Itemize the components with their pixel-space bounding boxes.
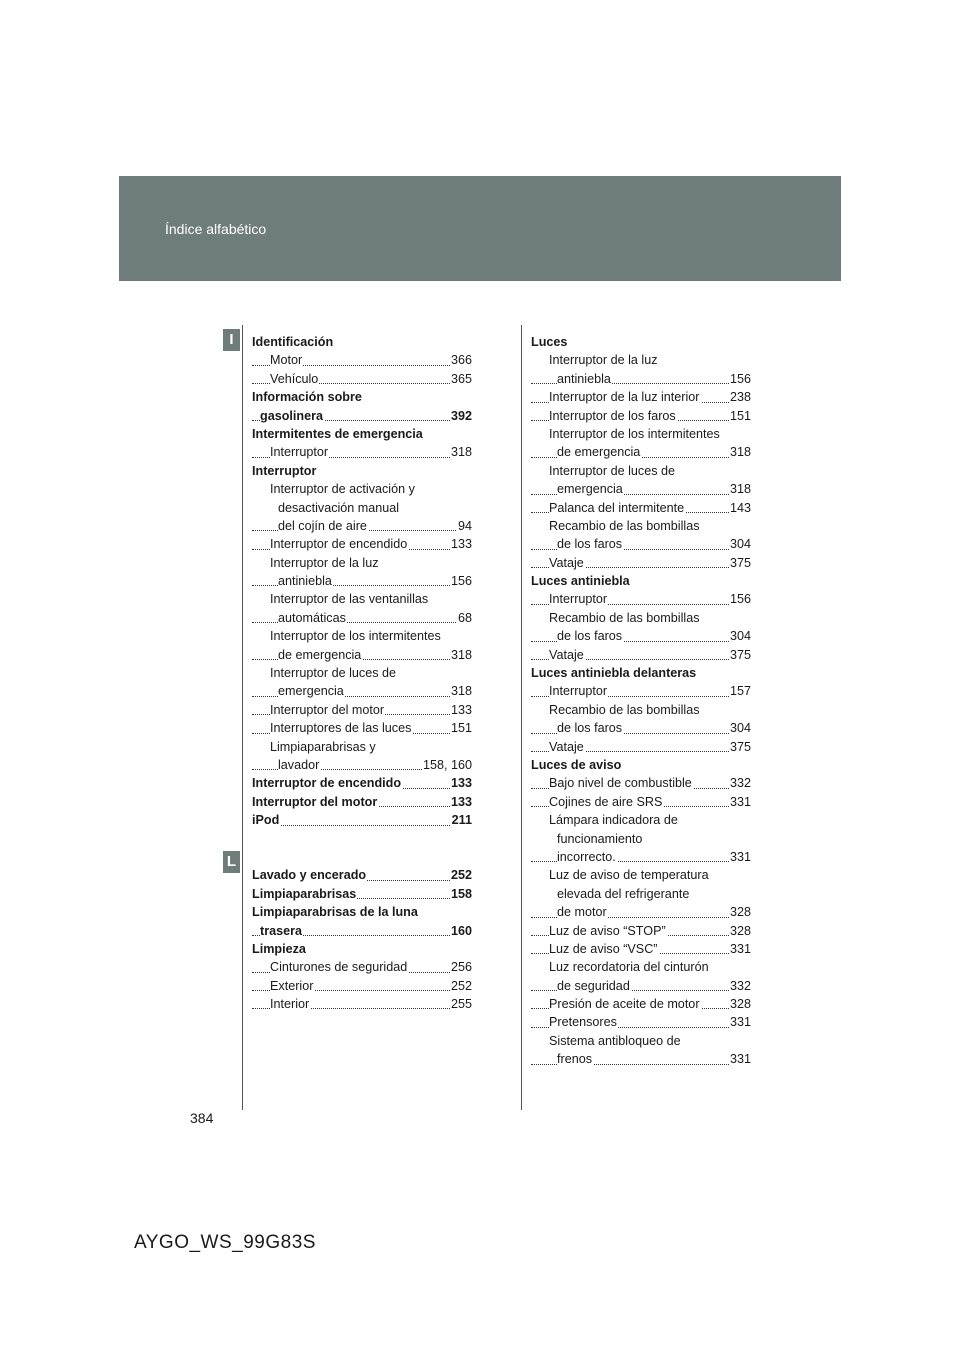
index-page-ref: 304 (729, 535, 751, 553)
index-term: Interruptor de los intermitentes (549, 426, 720, 441)
index-page-ref: 211 (451, 811, 472, 829)
index-heading (252, 885, 472, 903)
index-page-ref: 365 (450, 370, 472, 388)
index-term: de los faros (557, 537, 623, 552)
index-entry (252, 443, 472, 461)
index-page-ref: 133 (450, 774, 472, 792)
index-heading (252, 774, 472, 792)
index-term: Información sobre (252, 390, 362, 405)
index-term: Recambio de las bombillas (549, 610, 700, 625)
index-entry (531, 719, 751, 737)
index-entry (531, 388, 751, 406)
index-entry (252, 554, 472, 572)
index-entry (252, 480, 472, 498)
index-heading (252, 811, 472, 829)
index-entry (252, 756, 472, 774)
index-term: frenos (557, 1052, 593, 1067)
index-term: Interruptor (549, 592, 608, 607)
index-term: Identificación (252, 335, 334, 349)
index-page-ref: 328 (729, 903, 751, 921)
index-term: Luz de aviso “VSC” (549, 941, 658, 956)
index-entry (531, 793, 751, 811)
index-term: Interruptor de los intermitentes (270, 629, 441, 644)
index-heading (252, 333, 472, 351)
index-page-ref: 331 (729, 848, 751, 866)
index-entry (531, 370, 751, 388)
index-term: Limpiaparabrisas de la luna (252, 905, 418, 920)
index-term: Luz recordatoria del cinturón (549, 960, 709, 975)
index-page-ref: 94 (457, 517, 472, 535)
index-entry (531, 940, 751, 958)
index-heading (531, 756, 751, 774)
index-entry (531, 351, 751, 369)
index-entry (531, 517, 751, 535)
index-entry (531, 627, 751, 645)
index-page-ref: 133 (450, 535, 472, 553)
index-page-ref: 304 (729, 627, 751, 645)
index-entry (252, 627, 472, 645)
index-entry (252, 535, 472, 553)
index-entry (531, 811, 751, 829)
index-page-ref: 331 (729, 1013, 751, 1031)
index-term: Pretensores (549, 1015, 617, 1030)
index-term: Vehículo (270, 371, 319, 386)
column-divider-left (242, 325, 243, 1110)
index-term: antiniebla (557, 371, 611, 386)
index-term: Recambio de las bombillas (549, 702, 700, 717)
index-page-ref: 158, 160 (422, 756, 472, 774)
index-term: Cinturones de seguridad (270, 960, 408, 975)
index-term: de motor (557, 905, 607, 920)
column-divider-right (521, 325, 522, 1110)
index-page-ref: 156 (729, 590, 751, 608)
index-page-ref: 318 (729, 480, 751, 498)
index-page-ref: 68 (457, 609, 472, 627)
index-entry (531, 480, 751, 498)
index-entry (252, 370, 472, 388)
index-page-ref: 255 (450, 995, 472, 1013)
index-entry (531, 443, 751, 461)
index-term: de emergencia (278, 647, 362, 662)
index-spacer (252, 848, 472, 866)
index-term: Interruptor de encendido (270, 537, 408, 552)
index-page-ref: 331 (729, 1050, 751, 1068)
index-page-ref: 133 (450, 701, 472, 719)
index-term: Limpieza (252, 941, 306, 956)
index-entry (531, 885, 751, 903)
index-term: antiniebla (278, 574, 332, 589)
index-heading (531, 333, 751, 351)
index-heading (531, 664, 751, 682)
index-term: Lámpara indicadora de (549, 813, 678, 828)
index-page-ref: 328 (729, 995, 751, 1013)
index-term: Interruptor de encendido (252, 776, 402, 791)
index-entry (531, 407, 751, 425)
index-term: de seguridad (557, 978, 630, 993)
index-term: Interruptor del motor (270, 702, 385, 717)
index-term: Luces antiniebla (531, 574, 630, 589)
index-page-ref: 151 (729, 407, 751, 425)
index-term: Palanca del intermitente (549, 500, 685, 515)
index-term: Interruptor del motor (252, 794, 378, 809)
index-term: gasolinera (260, 408, 323, 423)
index-term: Luz de aviso de temperatura (549, 868, 709, 883)
index-term: de los faros (557, 721, 623, 736)
index-term: Interruptor de los faros (549, 408, 676, 423)
index-entry (531, 866, 751, 884)
index-entry (531, 590, 751, 608)
index-term: Luces antiniebla delanteras (531, 666, 697, 681)
index-entry (252, 738, 472, 756)
index-term: Bajo nivel de combustible (549, 776, 692, 791)
index-term: Interruptor (252, 463, 317, 478)
index-entry (531, 1050, 751, 1068)
index-entry (252, 351, 472, 369)
index-term: Interruptores de las luces (270, 721, 412, 736)
index-entry (531, 774, 751, 792)
index-term: Presión de aceite de motor (549, 997, 700, 1012)
index-term: Luces de aviso (531, 757, 622, 772)
index-entry (252, 701, 472, 719)
index-heading (252, 903, 472, 921)
index-entry (531, 903, 751, 921)
index-entry (531, 848, 751, 866)
index-term: elevada del refrigerante (557, 886, 690, 901)
index-term: automáticas (278, 610, 346, 625)
index-entry (531, 462, 751, 480)
index-term: de emergencia (557, 445, 641, 460)
index-entry (531, 830, 751, 848)
index-entry (252, 664, 472, 682)
index-term: Exterior (270, 978, 314, 993)
index-term: funcionamiento (557, 831, 643, 846)
index-term: incorrecto. (557, 849, 616, 864)
index-page-ref: 157 (729, 682, 751, 700)
index-entry (531, 609, 751, 627)
index-page-ref: 304 (729, 719, 751, 737)
index-page-ref: 318 (729, 443, 751, 461)
index-entry (252, 719, 472, 737)
index-term: Interruptor de luces de (549, 463, 676, 478)
index-heading (252, 940, 472, 958)
index-page-ref: 318 (450, 443, 472, 461)
index-page-ref: 158 (450, 885, 472, 903)
index-page-ref: 331 (729, 940, 751, 958)
index-heading (252, 407, 472, 425)
index-page-ref: 252 (450, 866, 472, 884)
index-page-ref: 252 (450, 977, 472, 995)
index-entry (252, 517, 472, 535)
index-term: Limpiaparabrisas y (270, 739, 376, 754)
index-term: Interruptor de la luz interior (549, 390, 700, 405)
index-page-ref: 332 (729, 977, 751, 995)
index-term: de los faros (557, 629, 623, 644)
leader-dots (252, 825, 472, 826)
index-term: Interruptor de la luz (270, 555, 379, 570)
index-term: Vataje (549, 647, 584, 662)
index-entry (531, 425, 751, 443)
index-entry (252, 995, 472, 1013)
index-column-left (252, 333, 472, 1013)
index-entry (531, 682, 751, 700)
index-page-ref: 375 (729, 646, 751, 664)
index-term: Interruptor de las ventanillas (270, 592, 429, 607)
index-term: Limpiaparabrisas (252, 886, 357, 901)
index-entry (531, 499, 751, 517)
index-term: Interruptor de la luz (549, 353, 658, 368)
index-entry (252, 572, 472, 590)
index-page-ref: 366 (450, 351, 472, 369)
index-term: Interruptor (270, 445, 329, 460)
index-entry (531, 554, 751, 572)
section-tab-l: L (223, 851, 240, 873)
index-term: Lavado y encerado (252, 868, 367, 883)
index-page-ref: 156 (729, 370, 751, 388)
index-entry (531, 958, 751, 976)
index-entry (252, 682, 472, 700)
index-term: Sistema antibloqueo de (549, 1033, 681, 1048)
index-term: Interruptor de luces de (270, 666, 397, 681)
index-entry (531, 1032, 751, 1050)
index-term: Luces (531, 335, 568, 349)
index-entry (531, 922, 751, 940)
page-number: 384 (190, 1110, 214, 1126)
index-entry (252, 590, 472, 608)
index-page-ref: 331 (729, 793, 751, 811)
index-page-ref: 256 (450, 958, 472, 976)
index-page-ref: 332 (729, 774, 751, 792)
index-term: Motor (270, 353, 303, 368)
index-term: Recambio de las bombillas (549, 518, 700, 533)
index-entry (252, 609, 472, 627)
index-page-ref: 143 (729, 499, 751, 517)
index-term: desactivación manual (278, 500, 400, 515)
index-entry (531, 995, 751, 1013)
index-heading (252, 922, 472, 940)
index-entry (531, 535, 751, 553)
index-page-ref: 133 (450, 793, 472, 811)
index-entry (531, 701, 751, 719)
index-heading (252, 425, 472, 443)
index-page-ref: 375 (729, 554, 751, 572)
index-heading (531, 572, 751, 590)
index-entry (531, 1013, 751, 1031)
index-page-ref: 392 (450, 407, 472, 425)
index-term: Vataje (549, 555, 584, 570)
index-page-ref: 318 (450, 682, 472, 700)
document-code: AYGO_WS_99G83S (134, 1232, 316, 1253)
index-entry (531, 977, 751, 995)
section-tab-i: I (223, 329, 240, 351)
index-term: Cojines de aire SRS (549, 794, 663, 809)
index-entry (531, 738, 751, 756)
index-term: Interior (270, 997, 310, 1012)
index-column-right (531, 333, 751, 1069)
index-page-ref: 375 (729, 738, 751, 756)
index-term: Interruptor (549, 684, 608, 699)
index-heading (252, 793, 472, 811)
index-term: trasera (260, 923, 303, 938)
index-entry (252, 977, 472, 995)
index-heading (252, 388, 472, 406)
index-term: Vataje (549, 739, 584, 754)
index-entry (252, 646, 472, 664)
index-heading (252, 462, 472, 480)
index-entry (252, 499, 472, 517)
index-entry (531, 646, 751, 664)
page-header-title: Índice alfabético (165, 221, 267, 237)
index-term: Intermitentes de emergencia (252, 426, 423, 441)
index-page-ref: 160 (450, 922, 472, 940)
index-page-ref: 151 (450, 719, 472, 737)
index-page-ref: 156 (450, 572, 472, 590)
index-term: iPod (252, 813, 280, 828)
index-term: lavador (278, 757, 320, 772)
index-term: emergencia (557, 482, 623, 497)
index-term: emergencia (278, 684, 344, 699)
index-heading (252, 866, 472, 884)
index-term: Interruptor de activación y (270, 482, 415, 497)
index-page-ref: 318 (450, 646, 472, 664)
index-term: Luz de aviso “STOP” (549, 923, 666, 938)
index-entry (252, 958, 472, 976)
index-page-ref: 238 (729, 388, 751, 406)
index-page-ref: 328 (729, 922, 751, 940)
index-term: del cojín de aire (278, 518, 367, 533)
index-spacer (252, 830, 472, 848)
